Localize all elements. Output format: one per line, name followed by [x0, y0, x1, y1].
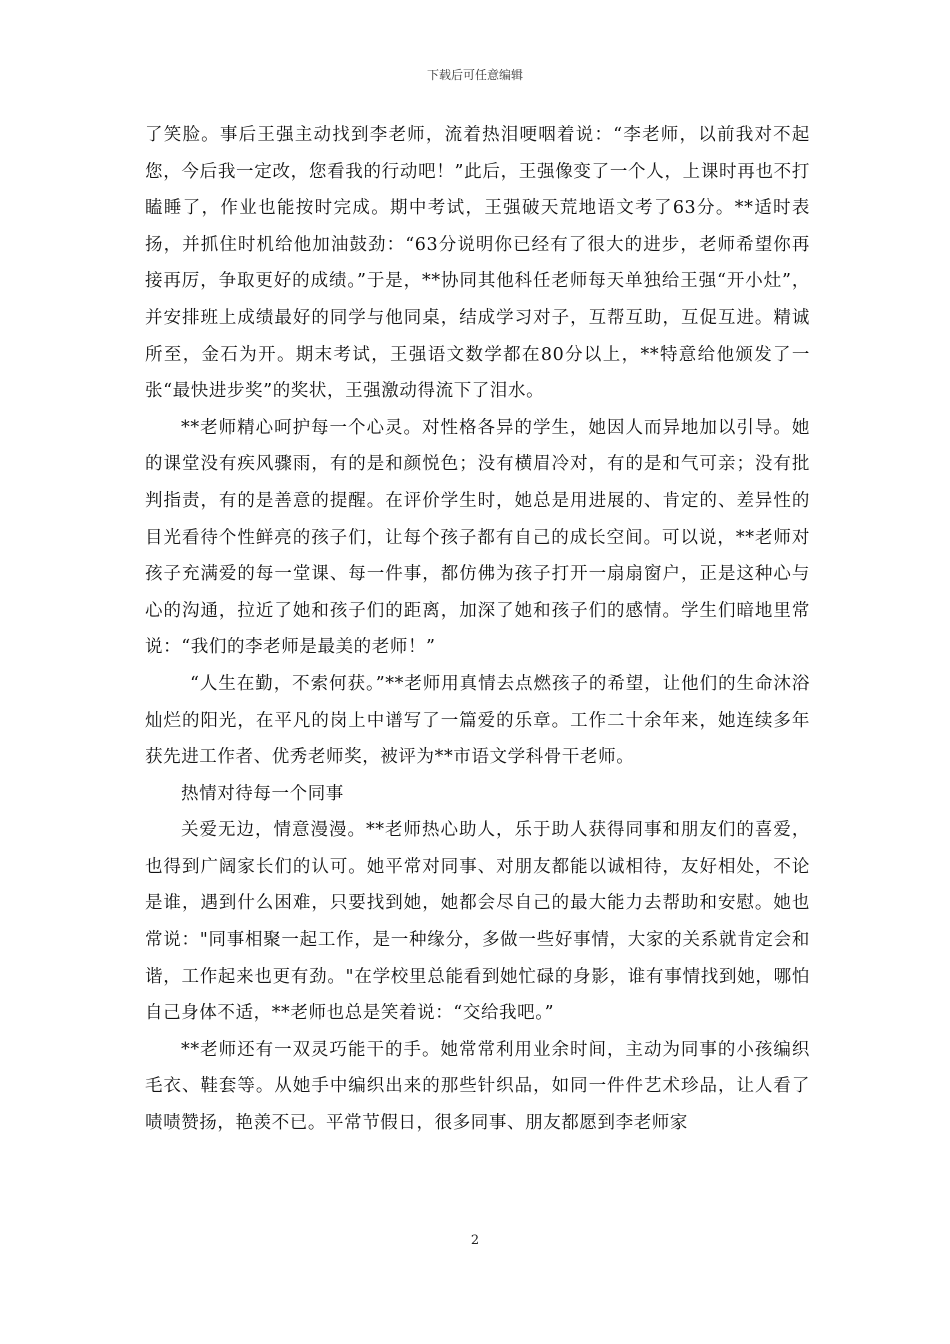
document-body [145, 117, 810, 1142]
section-heading: 热情对待每一个同事 [181, 783, 344, 804]
paragraph: “人生在勤，不索何获。”**老师用真情去点燃孩子的希望，让他们的生命沐浴灿烂的阳光，在平凡的岗上中谱写了一篇爱的乐章。工作二十余年来，她连续多年获先进工作者、优秀老师奖，被评为**市语文学科骨干老师。 [145, 673, 810, 768]
paragraph: **老师精心呵护每一个心灵。对性格各异的学生，她因人而异地加以引导。她的课堂没有疾风骤雨，有的是和颜悦色；没有横眉冷对，有的是和气可亲；没有批判指责，有的是善意的提醒。在评价学生时，她总是用进展的、肯定的、差异性的目光看待个性鲜亮的孩子们，让每个孩子都有自己的成长空间。可以说，**老师对孩子充满爱的每一堂课、每一件事，都仿佛为孩子打开一扇扇窗户，正是这种心与心的沟通，拉近了她和孩子们的距离，加深了她和孩子们的感情。学生们暗地里常说：“我们的李老师是最美的老师！” [145, 417, 810, 658]
page-header: 下载后可任意编辑 [426, 68, 523, 82]
page-number: 2 [470, 1233, 480, 1248]
paragraph: 关爱无边，情意漫漫。**老师热心助人，乐于助人获得同事和朋友们的喜爱，也得到广阔家长们的认可。她平常对同事、对朋友都能以诚相待，友好相处，不论是谁，遇到什么困难，只要找到她，她都会尽自己的最大能力去帮助和安慰。她也常说："同事相聚一起工作，是一种缘分，多做一些好事情，大家的关系就肯定会和谐，工作起来也更有劲。"在学校里总能看到她忙碌的身影，谁有事情找到她，哪怕自己身体不适，**老师也总是笑着说：“交给我吧。” [145, 820, 810, 1024]
paragraph: 了笑脸。事后王强主动找到李老师，流着热泪哽咽着说：“李老师，以前我对不起您，今后我一定改，您看我的行动吧！”此后，王强像变了一个人，上课时再也不打瞌睡了，作业也能按时完成。期中考试，王强破天荒地语文考了63分。**适时表扬，并抓住时机给他加油鼓劲：“63分说明你已经有了很大的进步，老师希望你再接再厉，争取更好的成绩。”于是，**协同其他科任老师每天单独给王强“开小灶”，并安排班上成绩最好的同学与他同桌，结成学习对子，互帮互助，互促互进。精诚所至，金石为开。期末考试，王强语文数学都在80分以上，**特意给他颁发了一张“最快进步奖”的奖状，王强激动得流下了泪水。 [145, 125, 810, 402]
paragraph: **老师还有一双灵巧能干的手。她常常利用业余时间，主动为同事的小孩编织毛衣、鞋套等。从她手中编织出来的那些针织品，如同一件件艺术珍品，让人看了啧啧赞扬，艳羡不已。平常节假日，很多同事、朋友都愿到李老师家 [145, 1039, 810, 1134]
